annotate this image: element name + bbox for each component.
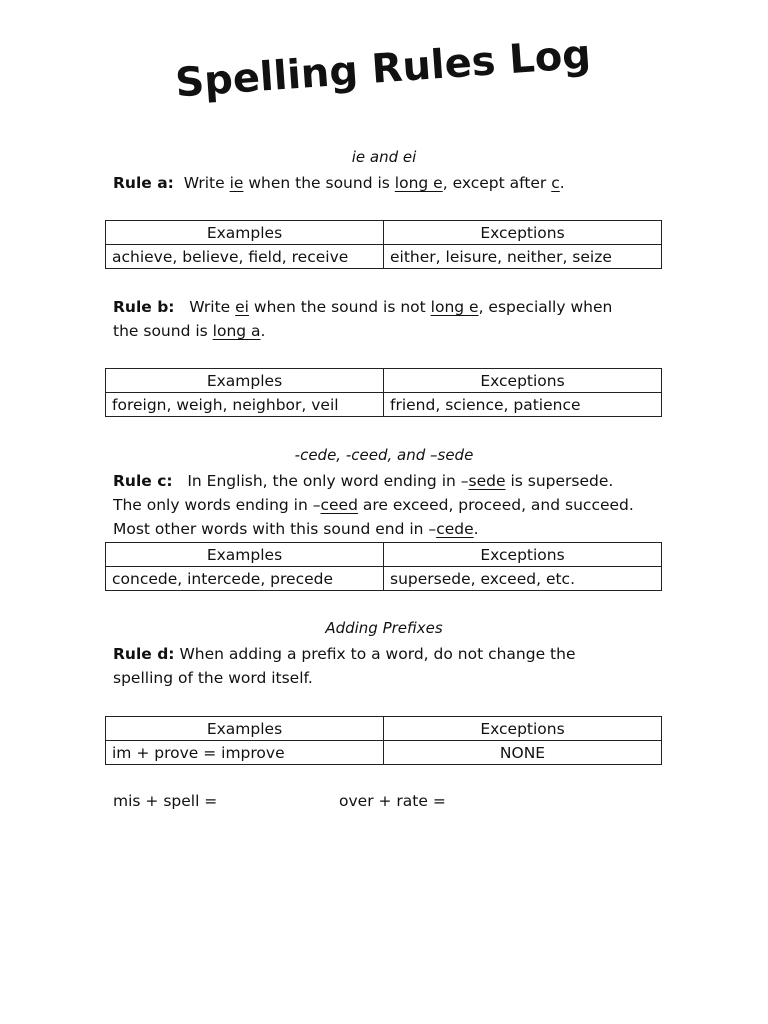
rule-b: Rule b: Write ei when the sound is not long e, especially when the sound is long a. <box>113 298 613 340</box>
table-row <box>106 245 662 269</box>
page-title <box>0 31 768 116</box>
examples-header: Examples <box>106 369 384 393</box>
practice-item-overrate: over + rate = <box>339 792 446 810</box>
rule-a: Rule a: Write ie when the sound is long e, except after c. <box>113 174 565 192</box>
exceptions-cell: NONE <box>384 741 662 765</box>
examples-header: Examples <box>106 221 384 245</box>
table-header-row <box>106 221 662 245</box>
rule-a-table <box>105 220 662 269</box>
exceptions-cell: supersede, exceed, etc. <box>384 567 662 591</box>
examples-cell: im + prove = improve <box>106 741 384 765</box>
rule-label: Rule a: <box>113 174 174 192</box>
table-row <box>106 393 662 417</box>
examples-cell: achieve, believe, field, receive <box>106 245 384 269</box>
rule-c-table <box>105 542 662 591</box>
rule-label: Rule c: <box>113 472 173 490</box>
examples-header: Examples <box>106 543 384 567</box>
examples-cell: concede, intercede, precede <box>106 567 384 591</box>
section-heading-prefixes: Adding Prefixes <box>325 619 443 637</box>
practice-item-misspell: mis + spell = <box>113 792 218 810</box>
examples-cell: foreign, weigh, neighbor, veil <box>106 393 384 417</box>
section-heading-ie-ei: ie and ei <box>351 148 417 166</box>
table-header-row <box>106 543 662 567</box>
exceptions-header: Exceptions <box>384 717 662 741</box>
table-header-row <box>106 717 662 741</box>
rule-b-table <box>105 368 662 417</box>
rule-d-table <box>105 716 662 765</box>
exceptions-header: Exceptions <box>384 543 662 567</box>
rule-d: Rule d: When adding a prefix to a word, do not change the spelling of the word itself. <box>113 645 576 687</box>
table-header-row <box>106 369 662 393</box>
section-heading-cede: -cede, -ceed, and –sede <box>294 446 474 464</box>
table-row <box>106 741 662 765</box>
title-graphic <box>0 31 768 112</box>
exceptions-cell: friend, science, patience <box>384 393 662 417</box>
table-row <box>106 567 662 591</box>
rule-c: Rule c: In English, the only word ending in –sede is supersede. The only words ending in –ceed are exceed, proceed, and succeed. Most other words with this sound end in –cede. <box>113 472 634 538</box>
title-text: Spelling Rules Log <box>173 31 593 107</box>
examples-header: Examples <box>106 717 384 741</box>
rule-label: Rule d: <box>113 645 175 663</box>
exceptions-header: Exceptions <box>384 369 662 393</box>
rule-label: Rule b: <box>113 298 175 316</box>
exceptions-header: Exceptions <box>384 221 662 245</box>
exceptions-cell: either, leisure, neither, seize <box>384 245 662 269</box>
